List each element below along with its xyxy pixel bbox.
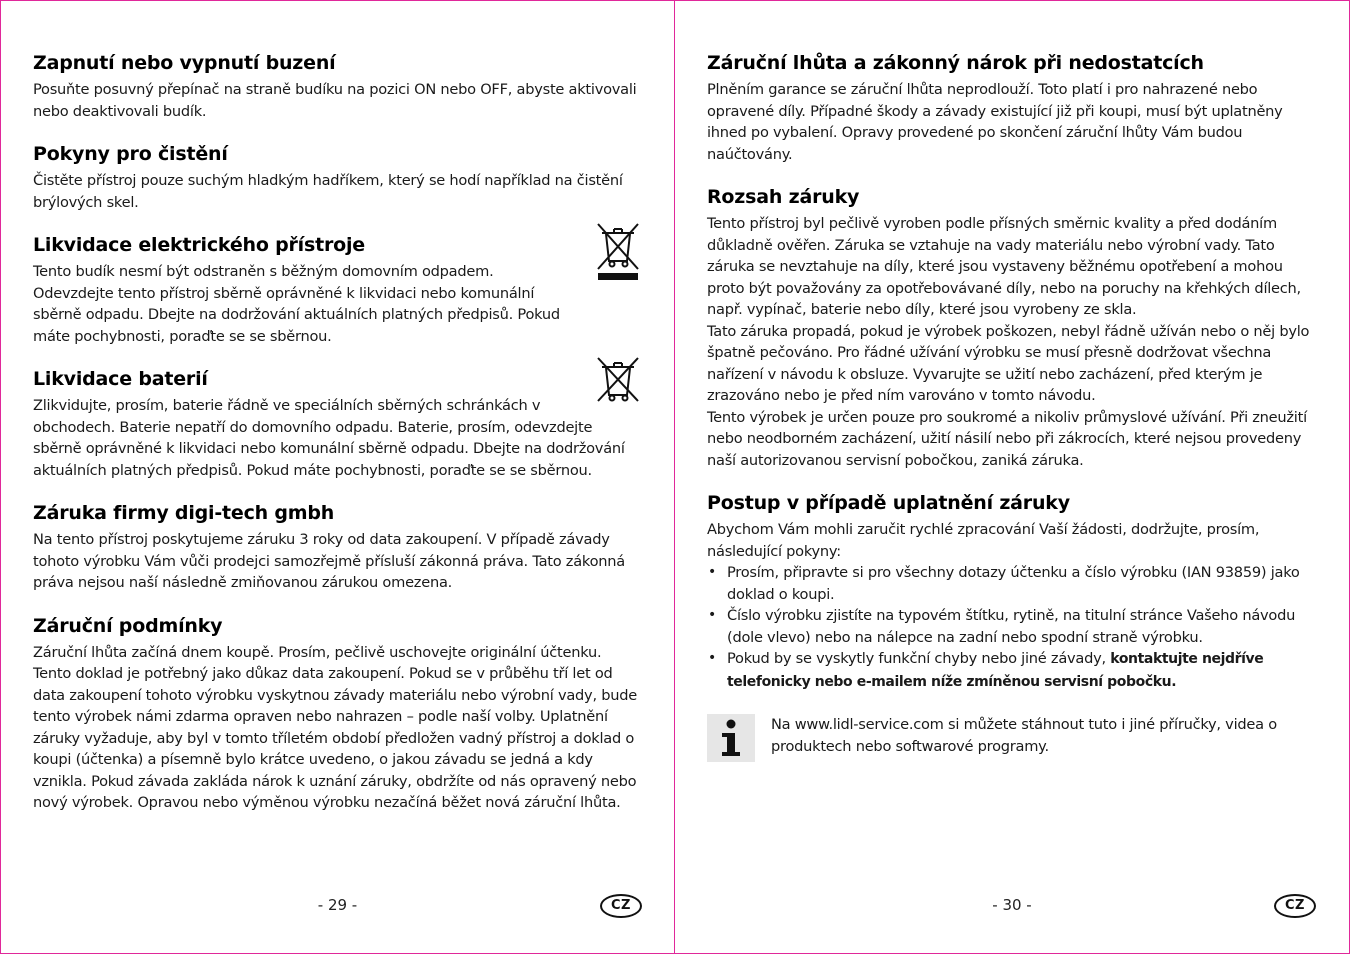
section-warranty [33,501,643,594]
page-footer [675,891,1349,921]
country-badge: CZ [600,894,642,918]
section-heading: Likvidace elektrického přístroje [33,234,365,256]
section-cleaning [33,142,643,213]
section-heading: Záruka firmy digi-tech gmbh [33,502,335,524]
page-number: - 29 - [317,896,358,914]
section-paragraph: Abychom Vám mohli zaručit rychlé zpracování Vaší žádosti, dodržujte, prosím, následující pokyny: [707,521,1260,560]
section-heading: Postup v případě uplatnění záruky [707,492,1070,514]
section-heading: Záruční lhůta a zákonný nárok při nedostatcích [707,52,1204,74]
section-paragraph: Tento přístroj byl pečlivě vyroben podle přísných směrnic kvality a před dodáním důkladně ověřen. Záruka se vztahuje na vady materiálu nebo výrobní vady. Tato záruka se nevztahuje na díly, které jsou vystaveny běžnému opotřebení a mohou proto být považovány za opotřebovávané díly, nebo na poruchy na křehkých dílech, např. vypínač, baterie nebo díly, které jsou vyrobeny ze skla. [707,215,1301,318]
section-heading: Zapnutí nebo vypnutí buzení [33,52,336,74]
section-heading: Likvidace baterií [33,368,208,390]
left-column [33,31,643,814]
info-note [707,714,1317,762]
section-paragraph: Tento budík nesmí být odstraněn s běžným domovním odpadem. Odevzdejte tento přístroj sběrně oprávněné k likvidaci nebo komunální sběrně odpadu. Dbejte na dodržování aktuálních platných předpisů. Pokud máte pochybnosti, poraďte se se sběrnou. [33,263,560,345]
section-alarm-toggle [33,51,643,122]
section-warranty-procedure [707,491,1317,693]
country-badge: CZ [1274,894,1316,918]
section-paragraph: Čistěte přístroj pouze suchým hladkým hadříkem, který se hodí například na čistění brýlových skel. [33,172,623,211]
section-heading: Rozsah záruky [707,186,860,208]
page-footer [1,891,674,921]
section-paragraph: Tato záruka propadá, pokud je výrobek poškozen, nebyl řádně užíván nebo o něj bylo špatně pečováno. Pro řádné užívání výrobku se musí přesně dodržovat všechna nařízení v návodu k obsluze. Vyvarujte se užití nebo zacházení, před kterým je zrazováno nebo je před ním varováno v tomto návodu. [707,322,1310,404]
section-paragraph: Tento výrobek je určen pouze pro soukromé a nikoliv průmyslové užívání. Při zneužití nebo neodborném zacházení, užití násilí nebo při zákrocích, které nejsou provedeny naší autorizovanou servisní pobočkou, zaniká záruka. [707,408,1307,469]
section-warranty-conditions [33,614,643,814]
section-heading: Pokyny pro čistění [33,143,228,165]
info-icon [707,714,755,762]
crossed-bin-bar-icon [595,221,641,281]
section-paragraph: Zlikvidujte, prosím, baterie řádně ve speciálních sběrných schránkách v obchodech. Baterie nepatří do domovního odpadu. Baterie, prosím, odevzdejte sběrně oprávněné k likvidaci nebo komunální sběrně odpadu. Dbejte na dodržování aktuálních platných předpisů. Pokud máte pochybnosti, poraďte se se sběrnou. [33,397,625,479]
list-item: • Prosím, připravte si pro všechny dotazy účtenku a číslo výrobku (IAN 93859) jako doklad o koupi. [707,562,1317,605]
section-warranty-period [707,51,1317,165]
section-device-disposal [33,233,643,347]
list-item: • Pokud by se vyskytly funkční chyby nebo jiné závady, kontaktujte nejdříve telefonicky nebo e-mailem níže zmíněnou servisní pobočku. [707,648,1317,693]
right-column [707,31,1317,762]
right-page [675,0,1350,954]
section-paragraph: Záruční lhůta začíná dnem koupě. Prosím, pečlivě uschovejte originální účtenku. Tento doklad je potřebný jako důkaz data zakoupení. Pokud se v průběhu tří let od data zakoupení tohoto výrobku vyskytnou závady materiálu nebo výrobní vady, bude tento výrobek námi zdarma opraven nebo nahrazen – podle naší volby. Uplatnění záruky vyžaduje, aby byl v tomto tříletém období předložen vadný přístroj a doklad o koupi (účtenka) a písemně bylo krátce uvedeno, o jakou závadu se jedná a kdy vznikla. Pokud závada zakláda nárok k uznání záruky, obdržíte od nás opravený nebo nový výrobek. Opravou nebo výměnou výrobku nezačíná běžet nová záruční lhůta. [33,643,637,811]
section-warranty-scope [707,185,1317,471]
info-text: Na www.lidl-service.com si můžete stáhnout tuto i jiné příručky, videa o produktech nebo softwarové programy. [771,716,1277,755]
section-paragraph: Posuňte posuvný přepínač na straně budíku na pozici ON nebo OFF, abyste aktivovali nebo deaktivovali budík. [33,81,637,120]
section-paragraph: Plněním garance se záruční lhůta neprodlouží. Toto platí i pro nahrazené nebo opravené díly. Případné škody a závady existující již při koupi, musí být uplatněny ihned po vybalení. Opravy provedené po skončení záruční lhůty Vám budou naúčtovány. [707,81,1283,163]
list-item: • Číslo výrobku zjistíte na typovém štítku, rytině, na titulní stránce Vašeho návodu (dole vlevo) nebo na nálepce na zadní nebo spodní straně výrobku. [707,605,1317,648]
section-paragraph: Na tento přístroj poskytujeme záruku 3 roky od data zakoupení. V případě závady tohoto výrobku Vám vůči prodejci samozřejmě přísluší zákonná práva. Tato zákonná práva nejsou naší následně zmiňovanou zárukou omezena. [33,531,625,591]
page-number: - 30 - [992,896,1032,914]
emphasized-text: kontaktujte nejdříve telefonicky nebo e-mailem níže zmíněnou servisní pobočku. [727,651,1264,690]
section-heading: Záruční podmínky [33,614,223,637]
instruction-list [707,562,1317,693]
crossed-bin-icon [595,355,641,403]
section-battery-disposal [33,367,643,481]
